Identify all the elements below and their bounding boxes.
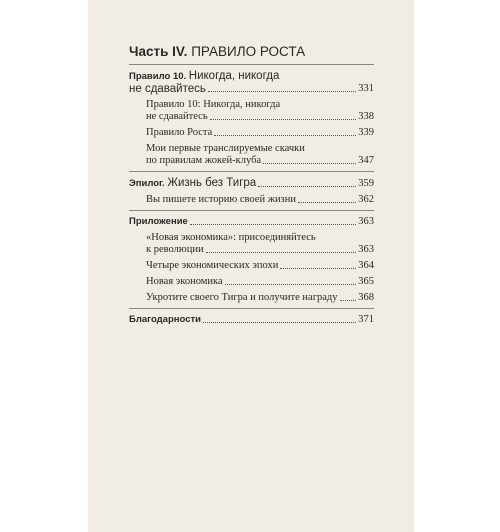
part-heading	[129, 43, 374, 60]
page-number: 362	[358, 194, 374, 205]
toc-entry	[146, 288, 374, 304]
part-title: ПРАВИЛО РОСТА	[191, 44, 306, 59]
entry-title: Мои первые транслируемые скачки	[146, 143, 305, 154]
toc-entry	[146, 139, 374, 167]
page-number: 347	[358, 155, 374, 166]
leader-dots	[206, 252, 357, 253]
toc-entry	[129, 172, 374, 190]
entry-title: «Новая экономика»: присоединяйтесь	[146, 232, 316, 243]
page-number: 364	[358, 260, 374, 271]
entry-title-cont: не сдавайтесь	[129, 83, 206, 95]
entry-prefix: Правило 10.	[129, 71, 187, 82]
leader-dots	[210, 119, 357, 120]
leader-dots	[203, 322, 356, 323]
entry-title: Жизнь без Тигра	[167, 177, 257, 189]
toc-entry	[146, 190, 374, 206]
page-number: 359	[358, 178, 374, 189]
entry-prefix: Приложение	[129, 216, 188, 227]
part-label: Часть IV.	[129, 44, 188, 59]
page-number: 363	[358, 244, 374, 255]
leader-dots	[208, 91, 356, 92]
page-number: 365	[358, 276, 374, 287]
page-number: 339	[358, 127, 374, 138]
page-number: 331	[358, 83, 374, 94]
leader-dots	[214, 135, 356, 136]
entry-prefix: Эпилог.	[129, 178, 165, 189]
page-number: 363	[358, 216, 374, 227]
leader-dots	[225, 284, 357, 285]
toc-entry	[129, 65, 374, 95]
toc-entry	[146, 95, 374, 123]
entry-title: Укротите своего Тигра и получите награду	[146, 292, 338, 303]
entry-title: Правило 10: Никогда, никогда	[146, 99, 281, 110]
toc-entry	[146, 123, 374, 139]
entry-title: Вы пишете историю своей жизни	[146, 194, 296, 205]
entry-title-cont: не сдавайтесь	[146, 111, 208, 122]
leader-dots	[280, 268, 356, 269]
page-number: 371	[358, 314, 374, 325]
toc-entry	[146, 272, 374, 288]
toc-entry	[146, 256, 374, 272]
leader-dots	[190, 224, 356, 225]
leader-dots	[340, 300, 357, 301]
leader-dots	[263, 163, 356, 164]
leader-dots	[258, 186, 356, 187]
toc-entry	[146, 228, 374, 256]
toc-entry	[129, 211, 374, 228]
entry-title: Правило Роста	[146, 127, 213, 138]
entry-title: Четыре экономических эпохи	[146, 260, 279, 271]
entry-prefix: Благодарности	[129, 314, 201, 325]
leader-dots	[298, 202, 356, 203]
entry-title-cont: к революции	[146, 244, 204, 255]
entry-title-cont: по правилам жокей-клуба	[146, 155, 262, 166]
entry-title: Никогда, никогда	[188, 70, 280, 82]
page-number: 338	[358, 111, 374, 122]
entry-title: Новая экономика	[146, 276, 223, 287]
table-of-contents	[129, 43, 374, 326]
page-number: 368	[358, 292, 374, 303]
toc-entry	[129, 309, 374, 326]
